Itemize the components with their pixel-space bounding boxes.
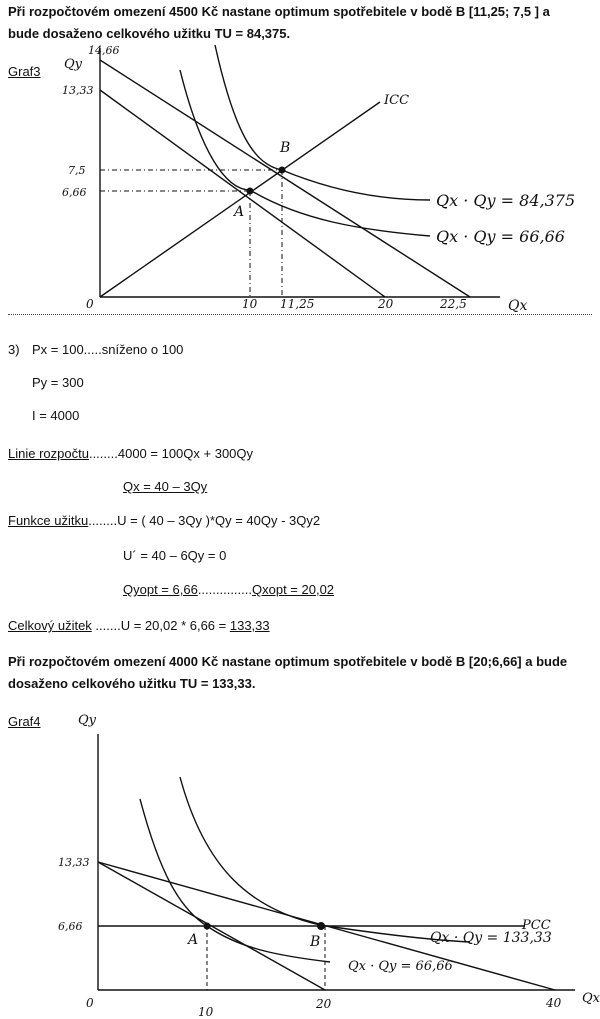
graph4-x-tick-2: 10 — [198, 1005, 214, 1019]
budget-line-dots: ........ — [88, 446, 118, 461]
optimum-x: Qxopt = 20,02 — [252, 582, 335, 597]
graph4-point-a — [204, 923, 211, 930]
graph4-curve-high-label: Qx · Qy = 133,33 — [430, 930, 552, 946]
graph3-icc-line — [100, 102, 380, 297]
item-number: 3) — [8, 342, 20, 357]
graph4-pcc-label: PCC — [522, 918, 551, 933]
graph3-y-tick-4: 6,66 — [62, 186, 87, 199]
graph3-budget-line-high — [100, 60, 470, 297]
derivative-line: U´ = 40 – 6Qy = 0 — [123, 548, 227, 563]
income-line: I = 4000 — [32, 408, 80, 423]
graph3-point-a — [247, 188, 254, 195]
total-utility-equation: U = 20,02 * 6,66 = — [120, 618, 230, 633]
intro-line-2: bude dosaženo celkového užitku TU = 84,375. — [8, 26, 291, 41]
section-divider — [8, 314, 592, 315]
budget-solved: Qx = 40 – 3Qy — [123, 479, 208, 494]
graph3-curve-high — [215, 45, 430, 200]
graph4-curve-high — [180, 777, 470, 942]
budget-line-equation: 4000 = 100Qx + 300Qy — [117, 446, 254, 461]
graph3-label-a: A — [234, 204, 245, 220]
graph3-x-tick-2: 10 — [242, 297, 258, 311]
px-line: Px = 100.....sníženo o 100 — [32, 342, 184, 357]
utility-equation: U = ( 40 – 3Qy )*Qy = 40Qy - 3Qy2 — [117, 513, 321, 528]
graph3-x-tick-4: 20 — [378, 297, 394, 311]
graph4-chart — [0, 704, 600, 1019]
intro-line-1: Při rozpočtovém omezení 4500 Kč nastane optimum spotřebitele v bodě B [11,25; 7,5 ] a — [8, 4, 550, 19]
graph3-x-tick-1: 0 — [86, 297, 94, 311]
graph4-curve-low-label: Qx · Qy = 66,66 — [348, 959, 453, 974]
graph4-y-axis-label: Qy — [78, 713, 97, 728]
graph4-x-tick-4: 40 — [546, 996, 562, 1010]
utility-label: Funkce užitku — [8, 513, 89, 528]
graph4-y-tick-2: 6,66 — [58, 920, 83, 933]
graph3-y-tick-1: 14,66 — [88, 44, 120, 57]
graph3-point-b — [279, 167, 286, 174]
graph3-label: Graf3 — [8, 64, 41, 79]
graph4-x-tick-3: 20 — [316, 997, 332, 1011]
total-utility-row — [8, 618, 270, 634]
py-line: Py = 300 — [32, 375, 84, 390]
graph3-y-tick-2: 13,33 — [62, 84, 94, 97]
graph4-label-a: A — [188, 932, 199, 948]
graph3-icc-label: ICC — [384, 93, 410, 108]
graph4-label-b: B — [310, 934, 321, 950]
graph3-y-axis-label: Qy — [64, 57, 83, 72]
conclusion-line-2: dosaženo celkového užitku TU = 133,33. — [8, 676, 256, 691]
optimum-row — [123, 582, 334, 598]
graph3-x-tick-3: 11,25 — [280, 297, 315, 311]
graph4-label: Graf4 — [8, 714, 41, 729]
graph4-point-b — [317, 922, 325, 930]
utility-dots: ........ — [88, 513, 118, 528]
conclusion-line-1: Při rozpočtovém omezení 4000 Kč nastane optimum spotřebitele v bodě B [20;6,66] a bude — [8, 654, 568, 669]
graph3-budget-line-low — [100, 90, 385, 297]
graph3-curve-low-label: Qx · Qy = 66,66 — [436, 227, 565, 246]
graph3-x-tick-5: 22,5 — [440, 297, 467, 311]
graph3-x-axis-label: Qx — [508, 298, 528, 312]
total-utility-dots: ....... — [91, 618, 121, 633]
budget-line-row — [8, 446, 253, 462]
optimum-dots: ............... — [197, 582, 252, 597]
graph4-x-tick-1: 0 — [86, 996, 94, 1010]
graph4-x-axis-label: Qx — [582, 991, 600, 1006]
total-utility-label: Celkový užitek — [8, 618, 92, 633]
graph3-y-tick-3: 7,5 — [68, 164, 86, 177]
total-utility-value: 133,33 — [229, 618, 270, 633]
graph3-chart — [0, 40, 600, 312]
optimum-y: Qyopt = 6,66 — [123, 582, 198, 597]
utility-row — [8, 513, 320, 529]
graph3-label-b: B — [280, 140, 291, 156]
budget-line-label: Linie rozpočtu — [8, 446, 89, 461]
graph4-y-tick-1: 13,33 — [58, 856, 90, 869]
graph3-curve-high-label: Qx · Qy = 84,375 — [436, 191, 576, 210]
